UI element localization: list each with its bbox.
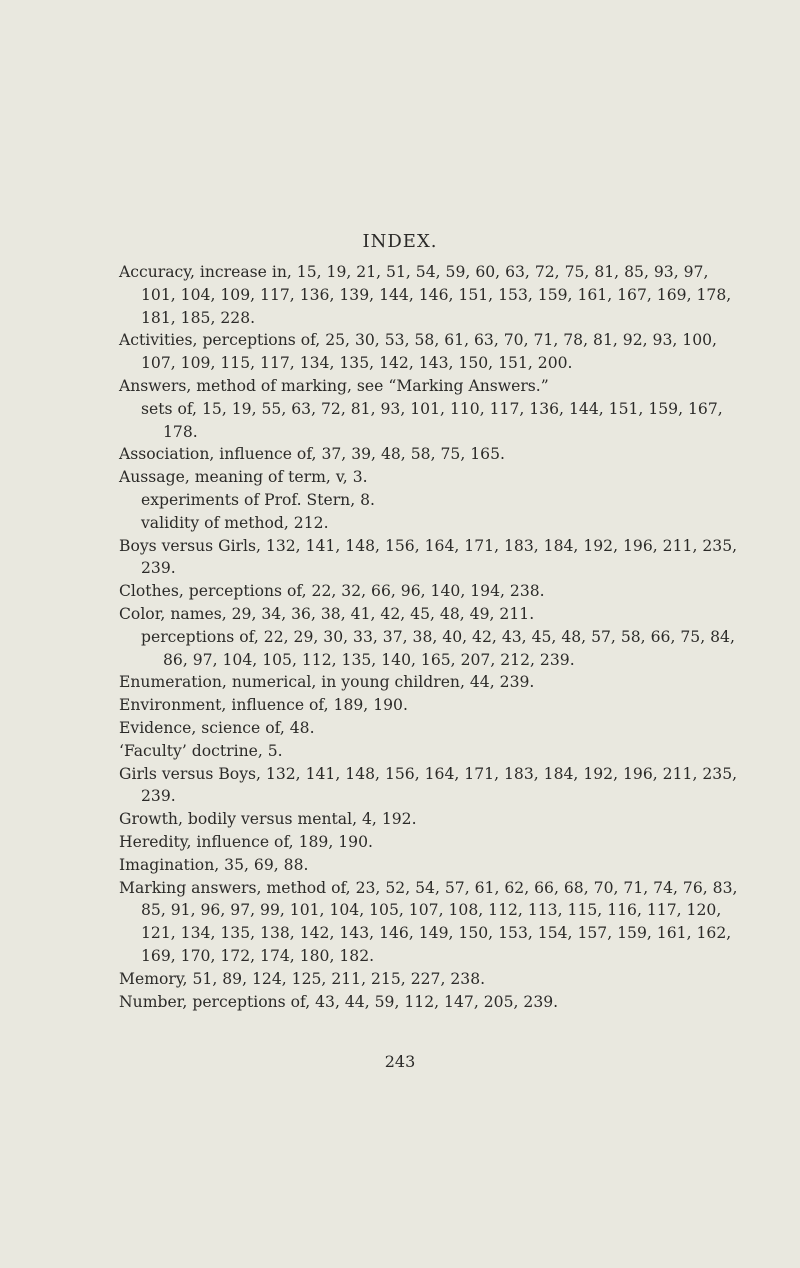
index-entry-marking: Marking answers, method of, 23, 52, 54, 57, 61, 62, 66, 68, 70, 71, 74, 76, 83, 85, 91, 96, 97, 99, 101, 104, 105, 107, 108, 112, 113, 115, 116, 117, 120, 121, 134, 135, 138, 142, 143, 146, 149, 150, 153, 154, 157, 159, 161, 162, 169, 170, 172, 174, 180, 182. bbox=[119, 878, 738, 965]
index-entry-aussage: Aussage, meaning of term, v, 3. bbox=[119, 468, 368, 487]
index-entry-environment: Environment, influence of, 189, 190. bbox=[119, 696, 408, 715]
index-entry-activities: Activities, perceptions of, 25, 30, 53, 58, 61, 63, 70, 71, 78, 81, 92, 93, 100, 107, 109, 115, 117, 134, 135, 142, 143, 150, 151, 200. bbox=[119, 331, 718, 373]
index-subentry-color-perceptions: perceptions of, 22, 29, 30, 33, 37, 38, 40, 42, 43, 45, 48, 57, 58, 66, 75, 84, 86, 97, 104, 105, 112, 135, 140, 165, 207, 212, 239. bbox=[141, 627, 735, 669]
index-entries bbox=[119, 261, 744, 1013]
page-number: 243 bbox=[384, 1052, 416, 1071]
index-entry-association: Association, influence of, 37, 39, 48, 58, 75, 165. bbox=[119, 445, 505, 464]
index-entry-imagination: Imagination, 35, 69, 88. bbox=[119, 855, 309, 874]
index-entry-heredity: Heredity, influence of, 189, 190. bbox=[119, 832, 373, 851]
index-entry-number: Number, perceptions of, 43, 44, 59, 112, 147, 205, 239. bbox=[119, 992, 559, 1011]
index-entry-color: Color, names, 29, 34, 36, 38, 41, 42, 45, 48, 49, 211. bbox=[119, 604, 535, 623]
index-entry-enumeration: Enumeration, numerical, in young children, 44, 239. bbox=[119, 673, 535, 692]
index-subentry-aussage-experiments: experiments of Prof. Stern, 8. bbox=[141, 490, 376, 509]
index-entry-growth: Growth, bodily versus mental, 4, 192. bbox=[119, 810, 417, 829]
index-entry-boys: Boys versus Girls, 132, 141, 148, 156, 164, 171, 183, 184, 192, 196, 211, 235, 239. bbox=[119, 536, 738, 578]
index-entry-faculty: ‘Faculty’ doctrine, 5. bbox=[119, 741, 283, 760]
index-subentry-answers-sets: sets of, 15, 19, 55, 63, 72, 81, 93, 101, 110, 117, 136, 144, 151, 159, 167, 178. bbox=[141, 399, 723, 441]
index-entry-evidence: Evidence, science of, 48. bbox=[119, 718, 315, 737]
index-entry-accuracy: Accuracy, increase in, 15, 19, 21, 51, 54, 59, 60, 63, 72, 75, 81, 85, 93, 97, 101, 104, 109, 117, 136, 139, 144, 146, 151, 153, 159, 161, 167, 169, 178, 181, 185, 228. bbox=[119, 263, 732, 327]
index-subentry-aussage-validity: validity of method, 212. bbox=[141, 513, 329, 532]
page-title: INDEX. bbox=[362, 231, 438, 252]
index-entry-girls: Girls versus Boys, 132, 141, 148, 156, 164, 171, 183, 184, 192, 196, 211, 235, 239. bbox=[119, 764, 738, 806]
index-entry-memory: Memory, 51, 89, 124, 125, 211, 215, 227, 238. bbox=[119, 969, 486, 988]
index-entry-answers: Answers, method of marking, see “Marking Answers.” bbox=[119, 376, 549, 395]
index-entry-clothes: Clothes, perceptions of, 22, 32, 66, 96, 140, 194, 238. bbox=[119, 582, 545, 601]
